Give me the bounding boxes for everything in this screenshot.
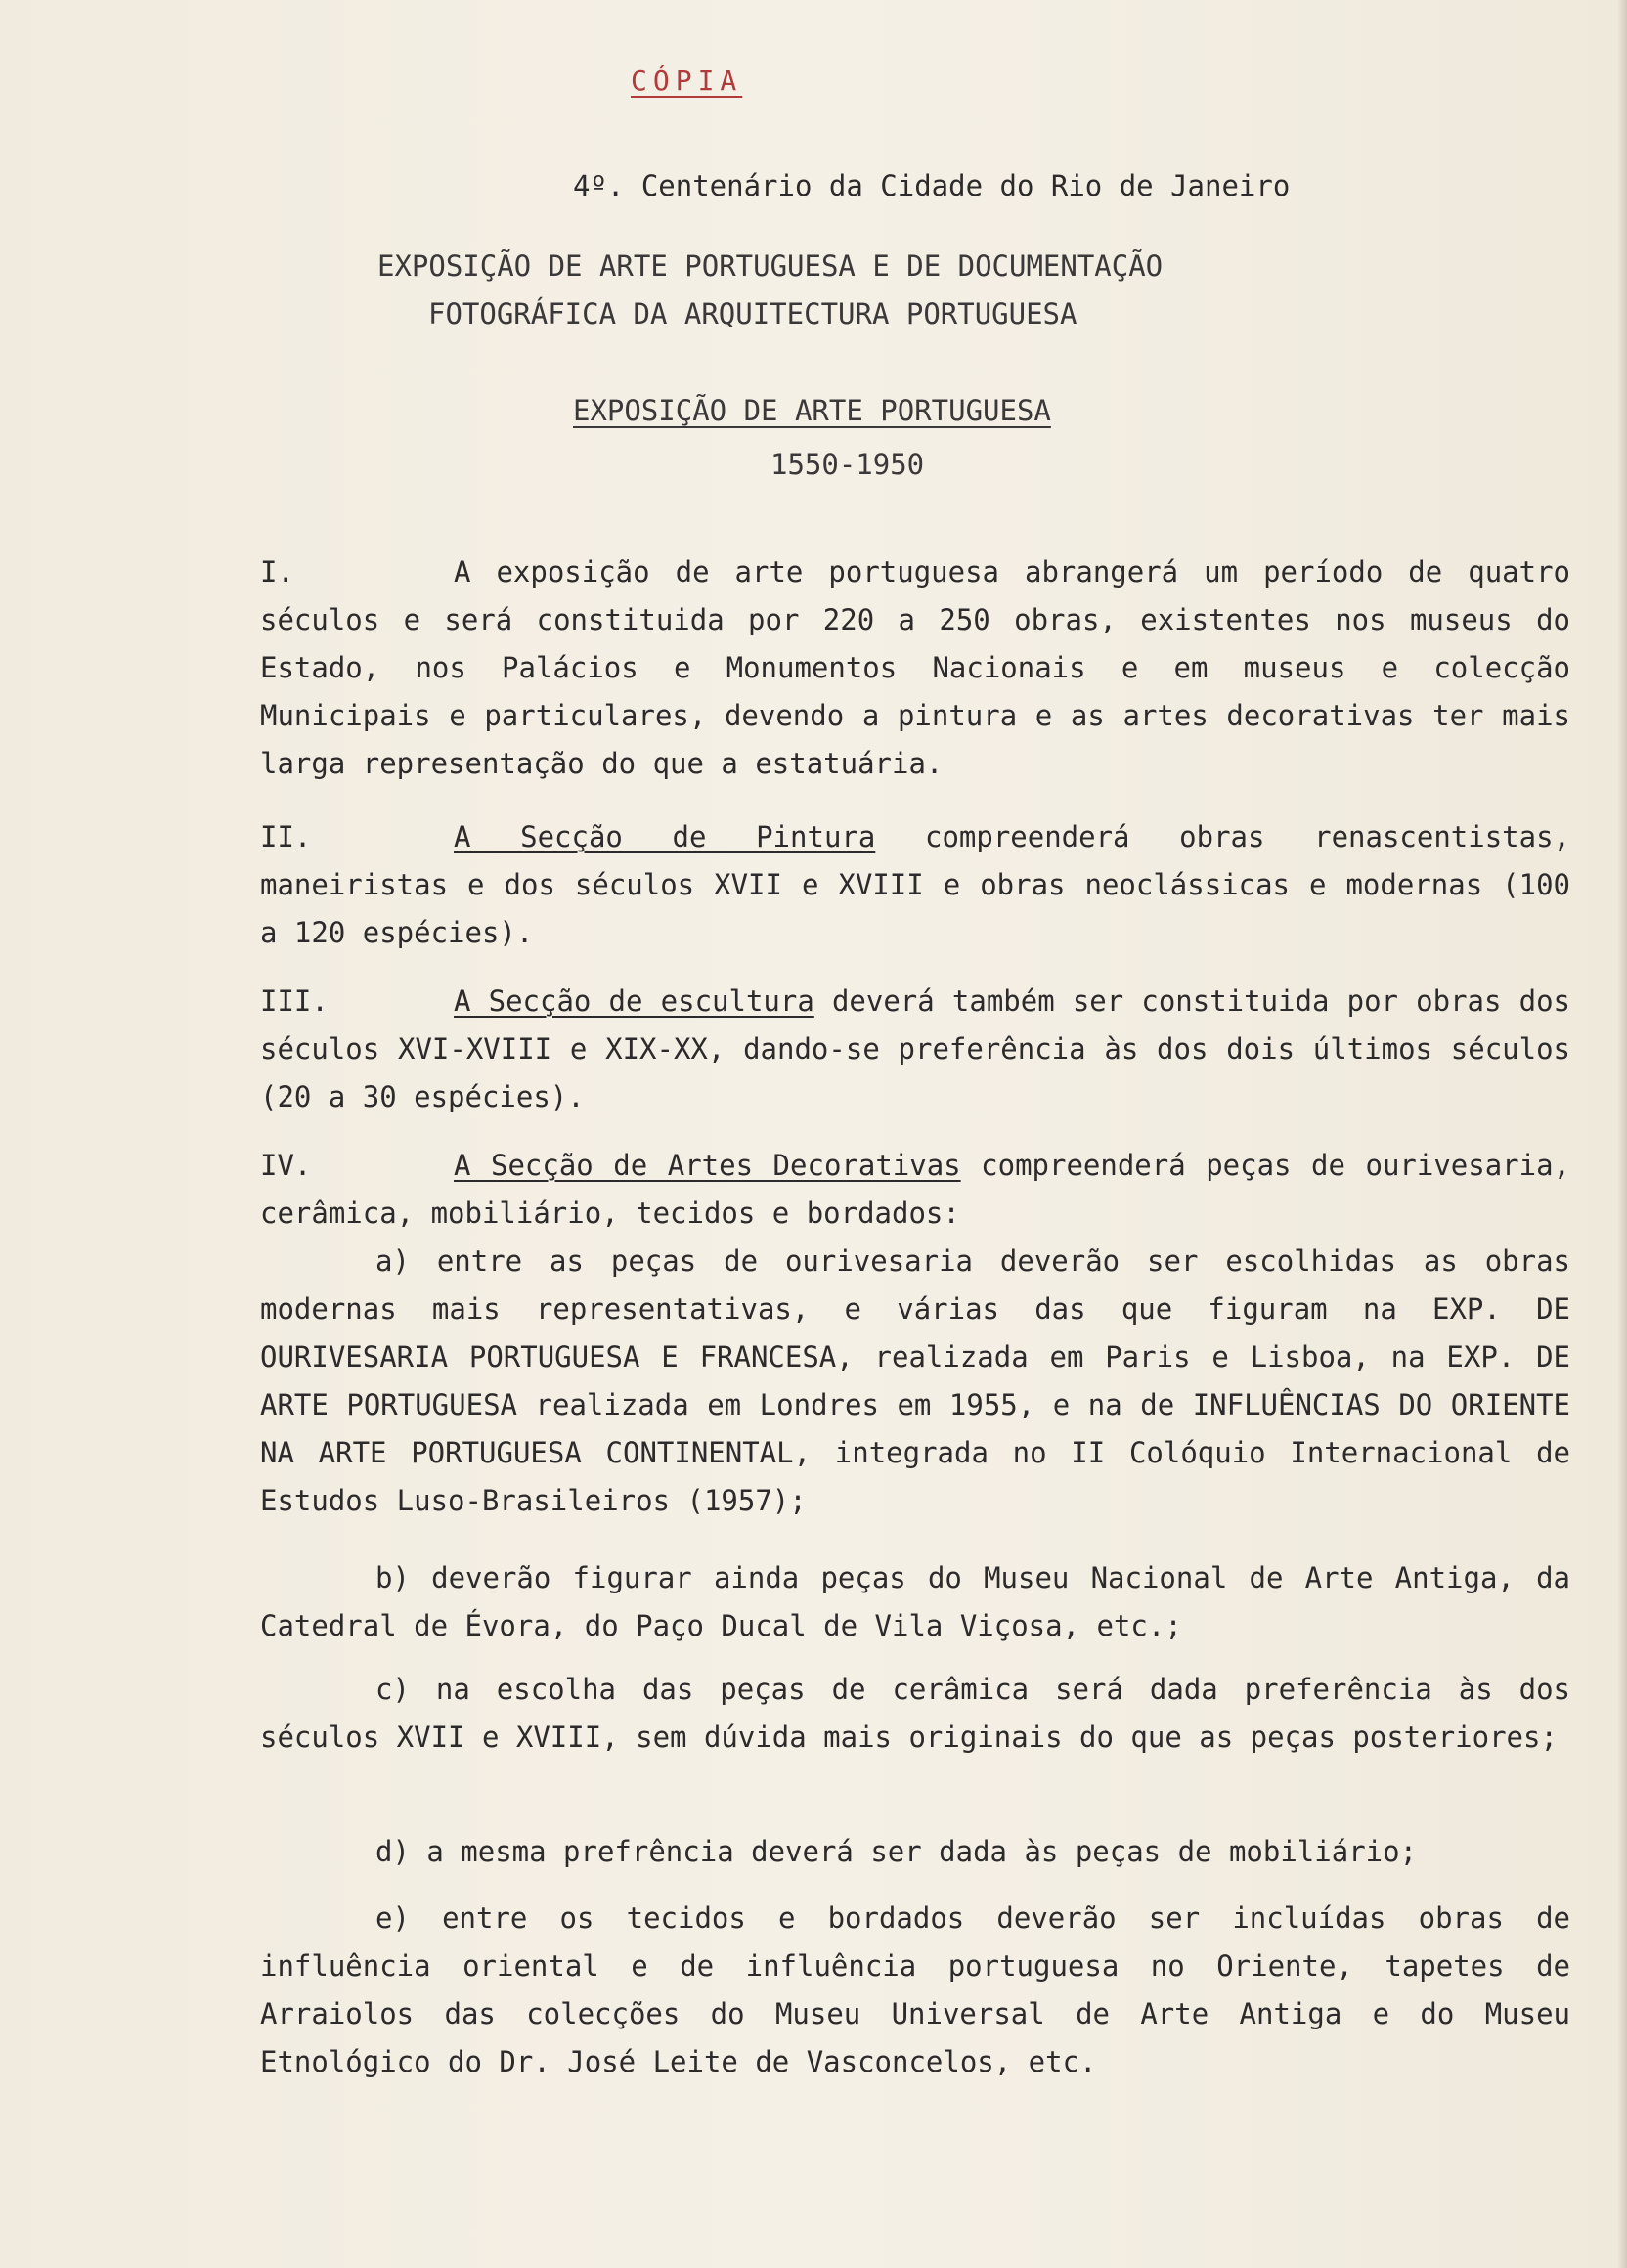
copy-stamp-title: CÓPIA: [631, 65, 743, 97]
section-3-heading: A Secção de escultura: [454, 984, 814, 1018]
section-4-text: compreenderá peças de ourivesaria, cerâmica, mobiliário, tecidos e bordados:: [260, 1149, 1570, 1230]
item-e-text: e) entre os tecidos e bordados deverão ser incluídas obras de influência oriental e de influência portuguesa no Oriente, tapetes de Arraiolos das colecções do Museu Universal de Arte Antiga e do Museu Etnológico do Dr. José Leite de Vasconcelos, etc.: [260, 1901, 1570, 2078]
item-b-text: b) deverão figurar ainda peças do Museu Nacional de Arte Antiga, da Catedral de Évora, do Paço Ducal de Vila Viçosa, etc.;: [260, 1561, 1570, 1642]
page-edge-shadow: [1617, 0, 1627, 2268]
section-4-number: IV.: [260, 1149, 312, 1182]
section-3-number: III.: [260, 984, 329, 1018]
section-1: [260, 548, 1570, 788]
item-c: [260, 1666, 1570, 1762]
section-2-heading: A Secção de Pintura: [454, 820, 876, 853]
item-c-text: c) na escolha das peças de cerâmica será dada preferência às dos séculos XVII e XVIII, sem dúvida mais originais do que as peças posteriores;: [260, 1673, 1570, 1754]
item-b: [260, 1554, 1570, 1650]
section-4-heading: A Secção de Artes Decorativas: [454, 1149, 961, 1182]
item-d-text: d) a mesma prefrência deverá ser dada às peças de mobiliário;: [375, 1835, 1418, 1868]
exhibition-subtitle: EXPOSIÇÃO DE ARTE PORTUGUESA: [573, 394, 1051, 427]
item-a: [260, 1238, 1570, 1525]
section-1-number: I.: [260, 555, 294, 589]
section-1-text: A exposição de arte portuguesa abrangerá um período de quatro séculos e será constituida por 220 a 250 obras, existentes nos museus do Estado, nos Palácios e Monumentos Nacionais e em museus e colecção Municipais e particulares, devendo a pintura e as artes decorativas ter mais larga representação do que a estatuária.: [260, 555, 1570, 780]
title-line-1: EXPOSIÇÃO DE ARTE PORTUGUESA E DE DOCUMENTAÇÃO: [377, 249, 1164, 283]
centenary-line: 4º. Centenário da Cidade do Rio de Janeiro: [573, 169, 1291, 202]
item-e: [260, 1895, 1570, 2086]
exhibition-years: 1550-1950: [770, 448, 925, 481]
section-2-number: II.: [260, 820, 312, 853]
section-2-text: compreenderá obras renascentistas, maneiristas e dos séculos XVII e XVIII e obras neoclássicas e modernas (100 a 120 espécies).: [260, 820, 1570, 949]
section-3-text: deverá também ser constituida por obras dos séculos XVI-XVIII e XIX-XX, dando-se preferência às dos dois últimos séculos (20 a 30 espécies).: [260, 984, 1571, 1113]
title-line-2: FOTOGRÁFICA DA ARQUITECTURA PORTUGUESA: [428, 297, 1077, 330]
item-a-text: a) entre as peças de ourivesaria deverão ser escolhidas as obras modernas mais representativas, e várias das que figuram na EXP. DE OURIVESARIA PORTUGUESA E FRANCESA, realizada em Paris e Lisboa, na EXP. DE ARTE PORTUGUESA realizada em Londres em 1955, e na de INFLUÊNCIAS DO ORIENTE NA ARTE PORTUGUESA CONTINENTAL, integrada no II Colóquio Internacional de Estudos Luso-Brasileiros (1957);: [260, 1244, 1570, 1517]
item-d: [260, 1828, 1570, 1876]
section-3: [260, 978, 1570, 1121]
section-2: [260, 813, 1570, 957]
section-4: [260, 1142, 1570, 1238]
